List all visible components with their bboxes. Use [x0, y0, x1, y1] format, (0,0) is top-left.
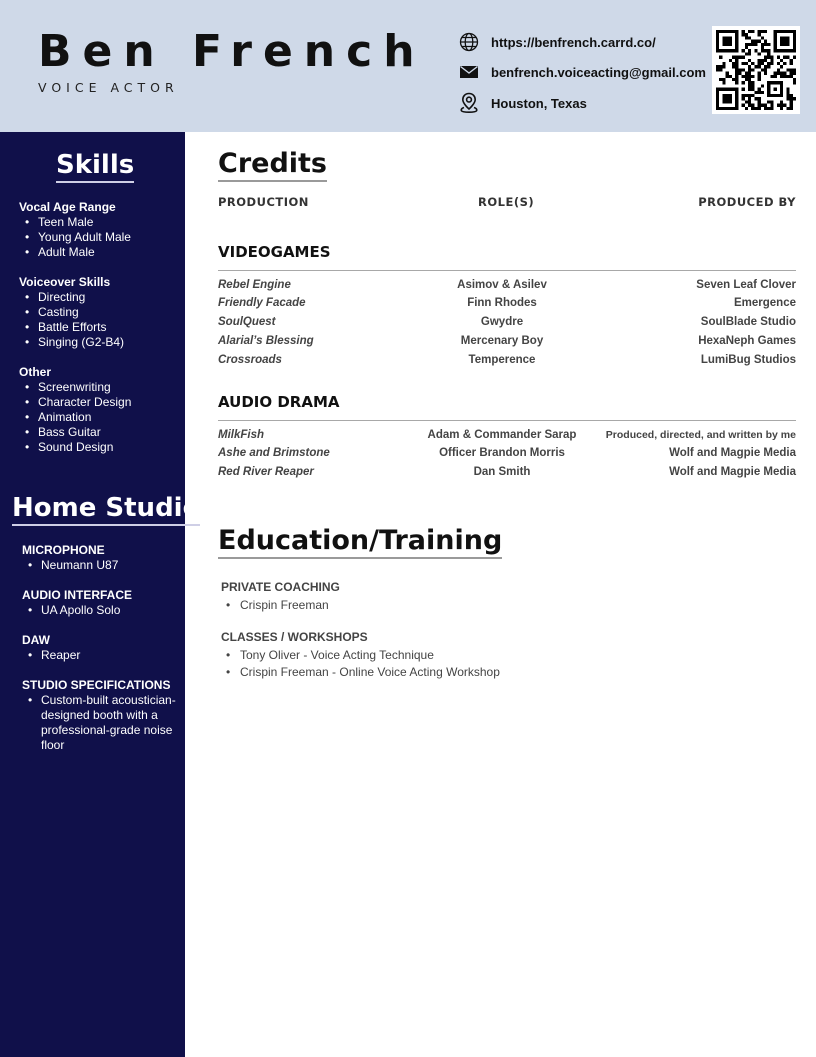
actor-title: VOICE ACTOR	[38, 80, 179, 95]
list-item: • Bass Guitar	[19, 425, 131, 440]
home-studio-heading: Home Studio	[12, 493, 200, 523]
role-cell: Dan Smith	[473, 466, 531, 478]
list-item: • Screenwriting	[19, 380, 131, 395]
list-item: • Neumann U87	[22, 558, 118, 573]
studio-group-heading: STUDIO SPECIFICATIONS	[22, 678, 171, 692]
role-cell: Mercenary Boy	[460, 335, 544, 347]
list-item: • Sound Design	[19, 440, 131, 455]
production-cell: Friendly Facade	[218, 297, 306, 309]
producer-cell: HexaNeph Games	[698, 335, 796, 347]
table-row	[218, 297, 796, 315]
column-header-production: PRODUCTION	[218, 195, 309, 209]
education-heading: Education/Training	[218, 525, 502, 556]
studio-group	[22, 588, 132, 618]
producer-cell: Wolf and Magpie Media	[669, 447, 796, 459]
qr-code[interactable]	[712, 26, 800, 114]
table-row	[218, 335, 796, 353]
mail-icon	[458, 61, 480, 83]
role-cell: Officer Brandon Morris	[439, 447, 565, 459]
list-item: • Custom-built acoustician-designed booth with a professional-grade noise floor	[22, 693, 180, 753]
list-item: • Animation	[19, 410, 131, 425]
credits-heading: Credits	[218, 148, 327, 179]
list-item: • Crispin Freeman - Online Voice Acting Workshop	[221, 664, 500, 681]
list-item: • Crispin Freeman	[221, 597, 340, 614]
skill-group-heading: Other	[19, 365, 52, 379]
list-item: • Tony Oliver - Voice Acting Technique	[221, 647, 500, 664]
list-item: • Adult Male	[19, 245, 131, 260]
list-item: • UA Apollo Solo	[22, 603, 132, 618]
production-cell: Ashe and Brimstone	[218, 447, 330, 459]
contact-email[interactable]	[458, 61, 706, 83]
table-row	[218, 279, 796, 297]
table-row	[218, 466, 796, 484]
list-item: • Character Design	[19, 395, 131, 410]
studio-group-heading: AUDIO INTERFACE	[22, 588, 133, 602]
column-header-produced-by: PRODUCED BY	[698, 195, 796, 209]
table-row	[218, 316, 796, 334]
globe-icon	[458, 31, 480, 53]
divider	[218, 420, 796, 421]
list-item: • Casting	[19, 305, 124, 320]
category-heading: AUDIO DRAMA	[218, 393, 340, 411]
header-band	[0, 0, 816, 132]
contact-website[interactable]	[458, 31, 656, 53]
website-link[interactable]: https://benfrench.carrd.co/	[491, 34, 656, 50]
skill-group-heading: Vocal Age Range	[19, 200, 116, 214]
role-cell: Finn Rhodes	[467, 297, 537, 309]
production-cell: Alarial’s Blessing	[218, 335, 314, 347]
producer-cell: Wolf and Magpie Media	[669, 466, 796, 478]
contact-location	[458, 92, 587, 114]
production-cell: Rebel Engine	[218, 279, 291, 291]
production-cell: MilkFish	[218, 429, 265, 441]
studio-group-heading: DAW	[22, 633, 50, 647]
list-item: • Teen Male	[19, 215, 131, 230]
production-cell: SoulQuest	[218, 316, 276, 328]
table-row	[218, 447, 796, 465]
skill-group-heading: Voiceover Skills	[19, 275, 111, 289]
divider	[218, 270, 796, 271]
studio-group-heading: MICROPHONE	[22, 543, 105, 557]
role-cell: Temperence	[468, 354, 536, 366]
producer-cell: Emergence	[733, 297, 796, 309]
education-group-heading: CLASSES / WORKSHOPS	[221, 630, 368, 644]
table-row	[218, 354, 796, 372]
studio-group	[22, 633, 80, 663]
role-cell: Adam & Commander Sarap	[427, 429, 577, 441]
production-cell: Red River Reaper	[218, 466, 314, 478]
sidebar	[0, 132, 201, 1057]
list-item: • Battle Efforts	[19, 320, 124, 335]
table-row	[218, 429, 796, 447]
education-group-heading: PRIVATE COACHING	[221, 580, 340, 594]
skills-heading: Skills	[56, 150, 134, 180]
list-item: • Singing (G2-B4)	[19, 335, 124, 350]
role-cell: Gwydre	[480, 316, 524, 328]
producer-cell: Produced, directed, and written by me	[605, 429, 796, 441]
category-heading: VIDEOGAMES	[218, 243, 331, 261]
production-cell: Crossroads	[218, 354, 282, 366]
email-link[interactable]: benfrench.voiceacting@gmail.com	[491, 64, 706, 80]
location-pin-icon	[458, 92, 480, 114]
studio-group	[22, 543, 118, 573]
skills-group	[19, 275, 124, 350]
producer-cell: LumiBug Studios	[700, 354, 796, 366]
role-cell: Asimov & Asilev	[457, 279, 547, 291]
skills-group	[19, 365, 131, 455]
list-item: • Young Adult Male	[19, 230, 131, 245]
list-item: • Directing	[19, 290, 124, 305]
skills-group	[19, 200, 131, 260]
column-header-roles: ROLE(S)	[478, 195, 535, 209]
producer-cell: SoulBlade Studio	[700, 316, 796, 328]
location-text: Houston, Texas	[491, 95, 587, 111]
actor-name: Ben French	[38, 26, 426, 77]
education-group	[221, 579, 340, 614]
studio-group	[22, 678, 180, 753]
producer-cell: Seven Leaf Clover	[696, 279, 796, 291]
list-item: • Reaper	[22, 648, 80, 663]
education-group	[221, 629, 500, 681]
